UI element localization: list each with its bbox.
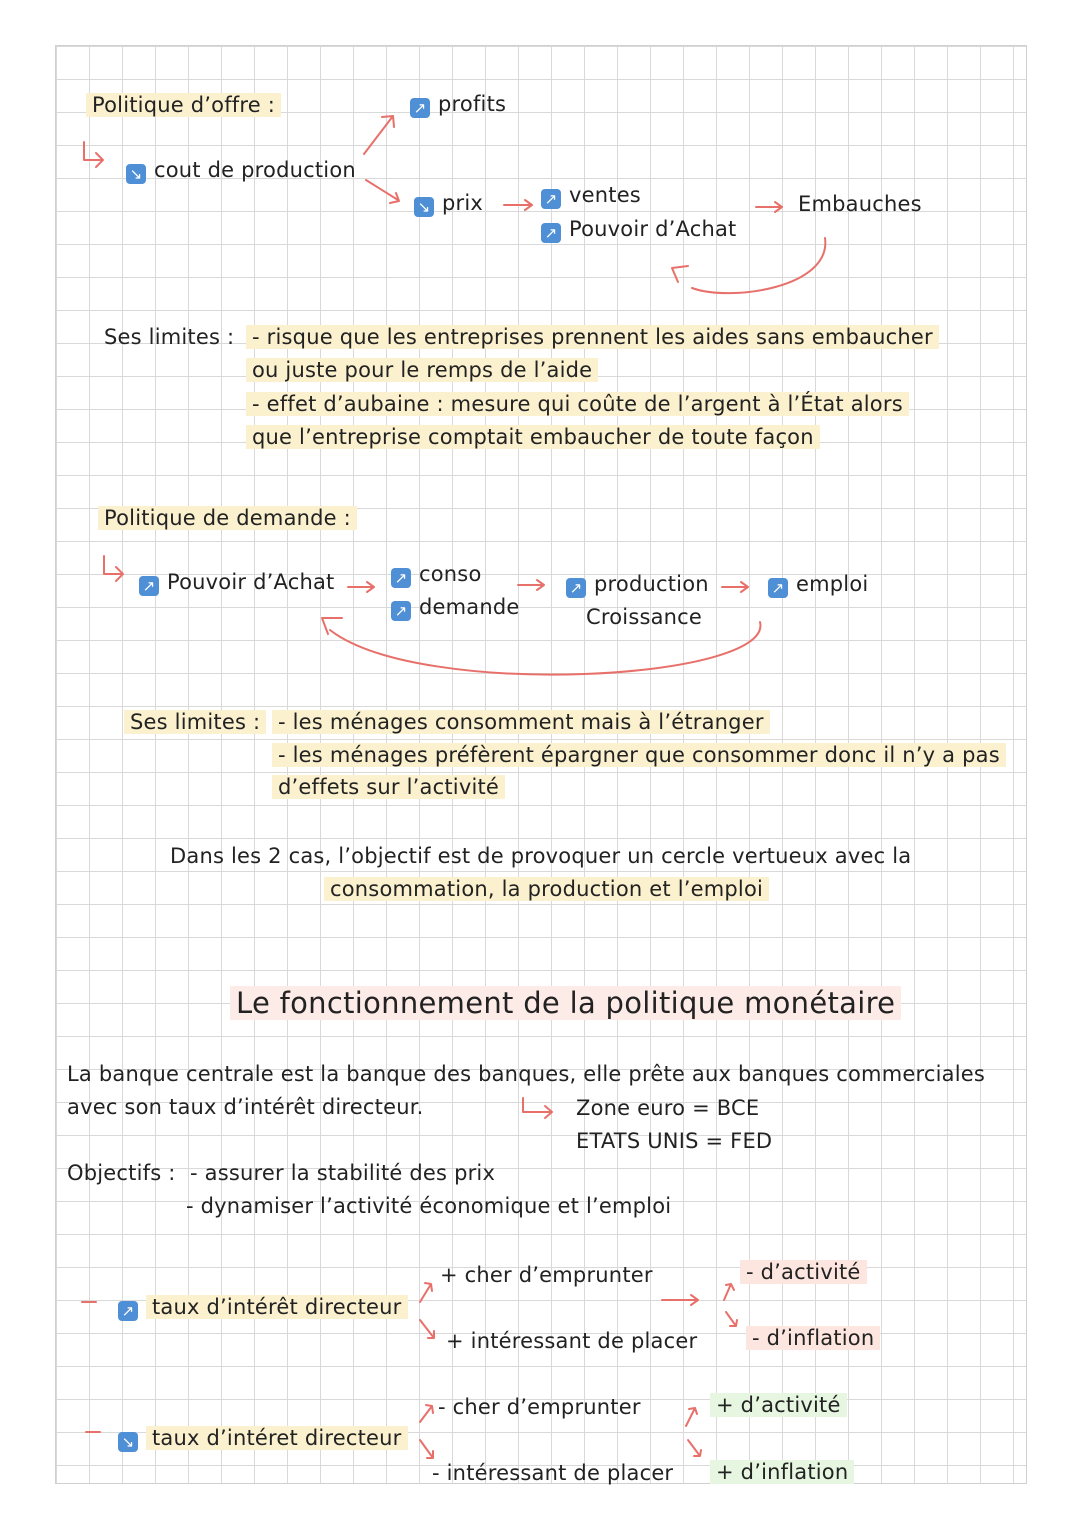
embauches: Embauches [798,192,922,216]
demande-start-arrow [104,556,123,581]
trend-up-icon: ↗ [118,1301,138,1321]
objectifs-label: Objectifs : [67,1161,176,1185]
arrow-up-activite [724,1284,734,1300]
conso: ↗ conso [391,560,482,588]
arrow-down-inflation [726,1312,737,1326]
arrow-to-effects-hausse [662,1295,698,1305]
hausse-emprunter: + cher d’emprunter [440,1263,653,1287]
demande-limite2-a: - les ménages préfèrent épargner que consommer donc il n’y a pas [272,741,1006,769]
arrow-up-emprunter-b [420,1405,433,1422]
baisse-inflation: + d’inflation [710,1458,854,1486]
arrow-to-embauches [756,202,782,212]
demande-title: Politique de demande : [98,504,357,532]
demande-limite1: - les ménages consomment mais à l’étranger [272,708,770,736]
trend-down-icon: ↘ [118,1432,138,1452]
arrow-production-emploi [722,582,748,592]
monetaire-intro1: La banque centrale est la banque des banques, elle prête aux banques commerciales [67,1062,985,1086]
hausse-inflation: - d’inflation [746,1324,880,1352]
monetaire-title: Le fonctionnement de la politique monétaire [230,984,901,1022]
objectif2: - dynamiser l’activité économique et l’emploi [186,1194,672,1218]
trend-up-icon: ↗ [391,601,411,621]
arrow-to-prix [366,180,399,203]
hausse-taux: ↗ taux d’intérêt directeur [118,1293,408,1321]
objectif1: - assurer la stabilité des prix [190,1161,496,1185]
etats-unis: ETATS UNIS = FED [576,1129,773,1153]
trend-up-icon: ↗ [410,98,430,118]
conclusion-line1: Dans les 2 cas, l’objectif est de provoquer un cercle vertueux avec la [170,844,912,868]
arrow-down-inflation-b [688,1440,701,1456]
trend-up-icon: ↗ [768,578,788,598]
arrow-up-emprunter [420,1283,432,1302]
offre-loop-head [672,266,688,282]
monetaire-intro2: avec son taux d’intérêt directeur. [67,1095,424,1119]
zone-euro: Zone euro = BCE [576,1096,760,1120]
arrow-zone-euro [523,1098,552,1118]
demande-limite2-b: d’effets sur l’activité [272,773,505,801]
conclusion-line2: consommation, la production et l’emploi [324,875,769,903]
arrow-prix-ventes [504,200,532,210]
prix: ↘ prix [414,189,483,217]
trend-up-icon: ↗ [391,568,411,588]
offre-title: Politique d’offre : [86,91,281,119]
offre-limite2-b: que l’entreprise comptait embaucher de toute façon [246,423,820,451]
arrow-down-placer [420,1320,434,1338]
offre-limite1-a: - risque que les entreprises prennent les aides sans embaucher [246,323,939,351]
trend-down-icon: ↘ [126,164,146,184]
trend-up-icon: ↗ [139,576,159,596]
hausse-activite: - d’activité [740,1258,867,1286]
hausse-placer: + intéressant de placer [446,1329,698,1353]
emploi: ↗ emploi [768,570,868,598]
croissance: Croissance [586,605,703,629]
demande-limites-label: Ses limites : [124,708,266,736]
baisse-taux: ↘ taux d’intéret directeur [118,1424,408,1452]
demande-item: ↗ demande [391,593,520,621]
trend-down-icon: ↘ [414,197,434,217]
baisse-placer: - intéressant de placer [432,1461,674,1485]
arrow-up-activite-b [686,1408,697,1426]
trend-up-icon: ↗ [541,223,561,243]
arrow-down-placer-b [420,1440,433,1458]
baisse-emprunter: - cher d’emprunter [438,1395,641,1419]
arrow-pa-conso [348,582,374,592]
demande-pouvoir-achat: ↗ Pouvoir d’Achat [139,568,334,596]
ventes: ↗ ventes [541,181,641,209]
trend-up-icon: ↗ [541,189,561,209]
offre-pouvoir-achat: ↗ Pouvoir d’Achat [541,215,736,243]
offre-start-arrow [84,142,103,167]
arrow-conso-production [518,580,544,590]
offre-limite2-a: - effet d’aubaine : mesure qui coûte de l’argent à l’État alors [246,390,909,418]
offre-limites-label: Ses limites : [104,325,235,349]
production: ↗ production [566,570,709,598]
offre-limite1-b: ou juste pour le remps de l’aide [246,356,598,384]
baisse-activite: + d’activité [710,1391,847,1419]
trend-up-icon: ↗ [566,578,586,598]
cout-production: ↘ cout de production [126,156,356,184]
offre-loop-curve [692,238,825,293]
profits: ↗ profits [410,90,506,118]
arrow-to-profits [364,116,394,154]
